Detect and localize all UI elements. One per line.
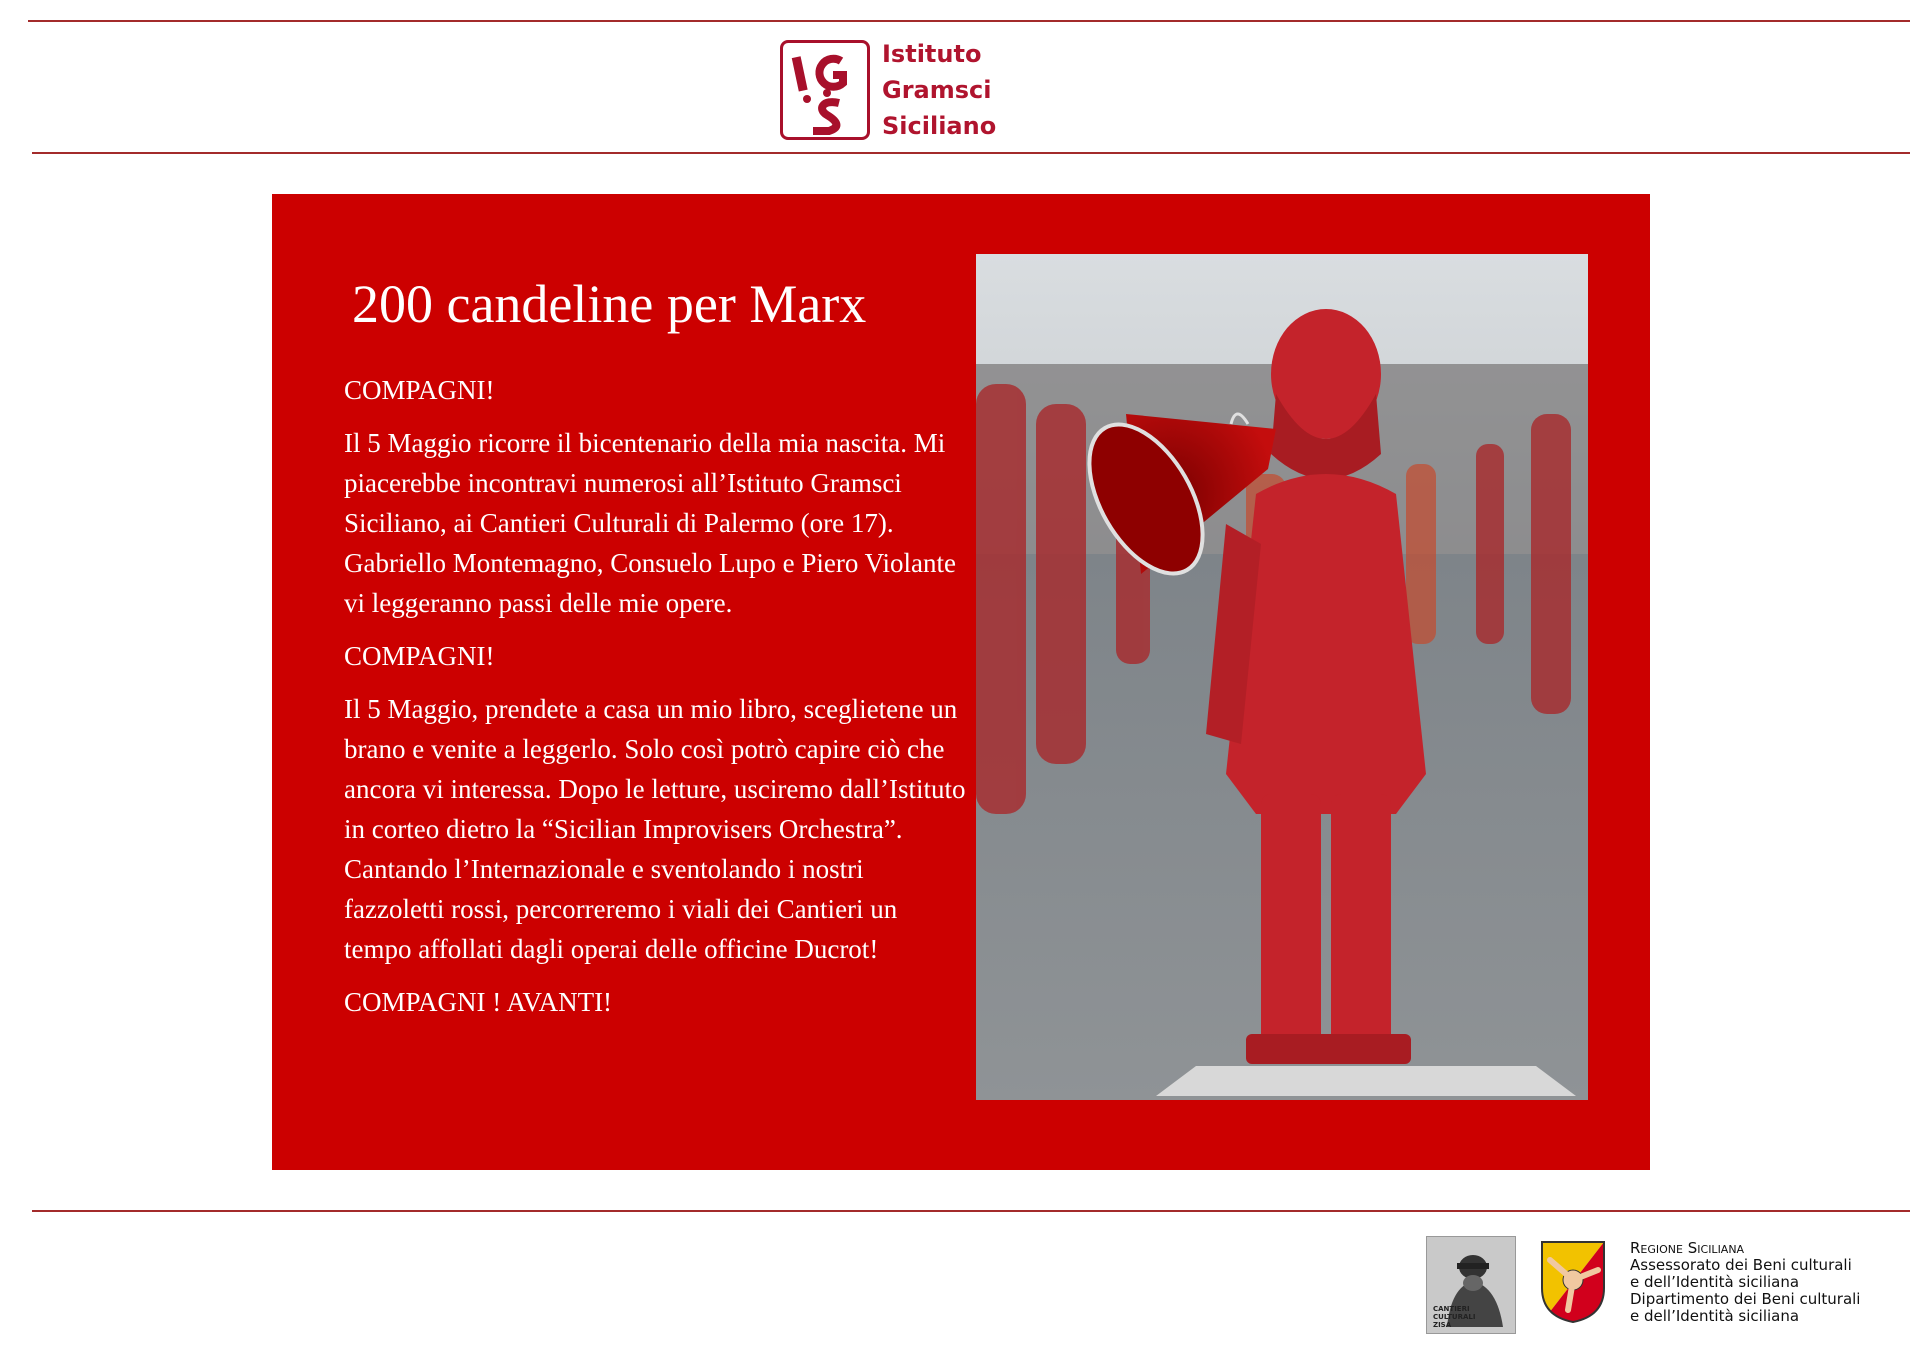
- cantieri-label-line-3: ZISA: [1433, 1321, 1452, 1329]
- poster-title: 200 candeline per Marx: [352, 274, 867, 334]
- logo-line-1: Istituto: [882, 40, 982, 68]
- paragraph-4: Il 5 Maggio, prendete a casa un mio libro, sceglietene un brano e venite a leggerlo. Solo così potrò capire ciò che ancora vi interessa. Dopo le letture, usciremo dall’Istituto in corteo dietro la “Sicilian Improvisers Orchestra”. Cantando l’Internazionale e sventolando i nostri fazzoletti rossi, percorreremo i viali dei Cantieri un tempo affollati dagli operai delle officine Ducrot!: [344, 694, 966, 964]
- regione-sicilia-crest-icon: [1540, 1240, 1606, 1324]
- paragraph-2: Il 5 Maggio ricorre il bicentenario della mia nascita. Mi piacerebbe incontravi numerosi all’Istituto Gramsci Siciliano, ai Cantieri Culturali di Palermo (ore 17). Gabriello Montemagno, Consuelo Lupo e Piero Violante vi leggeranno passi delle mie opere.: [344, 428, 957, 618]
- logo-line-3: Siciliano: [882, 112, 997, 140]
- igs-logo-mark: [780, 40, 870, 140]
- header-rule: [32, 152, 1910, 154]
- poster-body: [344, 370, 966, 1035]
- regione-siciliana-text: [1630, 1240, 1860, 1325]
- region-line-5: e dell’Identità siciliana: [1630, 1307, 1800, 1325]
- cantieri-culturali-logo: [1426, 1236, 1516, 1334]
- top-rule: [28, 20, 1910, 22]
- igs-logo-text: [882, 36, 996, 144]
- paragraph-3: COMPAGNI!: [344, 641, 495, 671]
- cantieri-label-line-2: CULTURALI: [1433, 1313, 1476, 1321]
- region-line-4: Dipartimento dei Beni culturali: [1630, 1290, 1861, 1308]
- region-line-3: e dell’Identità siciliana: [1630, 1273, 1800, 1291]
- region-line-2: Assessorato dei Beni culturali: [1630, 1256, 1852, 1274]
- marx-statue-photo: [976, 254, 1588, 1100]
- paragraph-1: COMPAGNI!: [344, 375, 495, 405]
- poster-panel: [272, 194, 1650, 1170]
- logo-line-2: Gramsci: [882, 76, 992, 104]
- igs-logo: [780, 38, 996, 142]
- paragraph-5: COMPAGNI ! AVANTI!: [344, 987, 613, 1017]
- region-line-1: Regione Siciliana: [1630, 1239, 1745, 1257]
- cantieri-label: [1433, 1305, 1475, 1329]
- cantieri-label-line-1: CANTIERI: [1433, 1305, 1470, 1313]
- footer-rule: [32, 1210, 1910, 1212]
